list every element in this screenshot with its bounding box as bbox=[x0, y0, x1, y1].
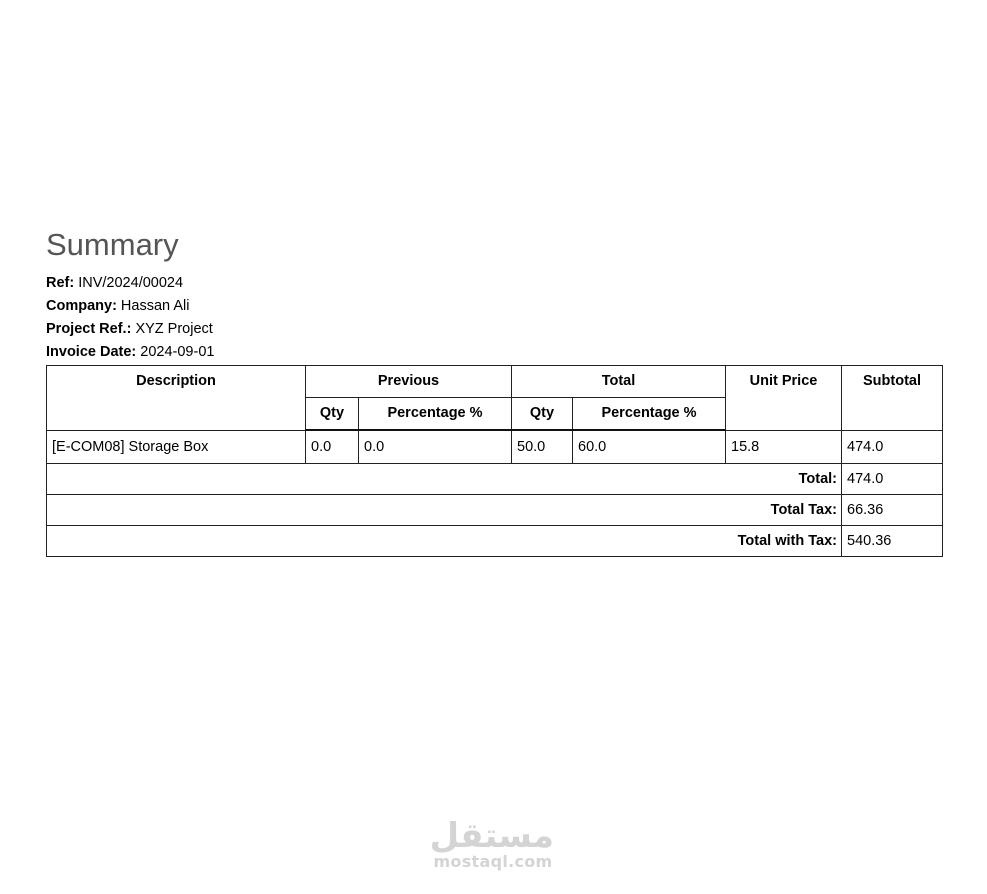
cell-subtotal: 474.0 bbox=[842, 430, 943, 464]
watermark-latin: mostaql.com bbox=[433, 852, 553, 871]
project-label: Project Ref.: bbox=[46, 321, 132, 337]
cell-total-qty: 50.0 bbox=[512, 430, 573, 464]
cell-total-percentage: 60.0 bbox=[573, 430, 726, 464]
header-unit-price: Unit Price bbox=[726, 366, 842, 431]
project-value: XYZ Project bbox=[131, 321, 213, 337]
ref-value: INV/2024/00024 bbox=[74, 275, 184, 291]
cell-description: [E-COM08] Storage Box bbox=[47, 430, 306, 464]
total-tax-row bbox=[47, 495, 943, 526]
invoice-date-label: Invoice Date: bbox=[46, 344, 137, 360]
total-label: Total: bbox=[47, 464, 842, 495]
total-row bbox=[47, 464, 943, 495]
table-row bbox=[47, 430, 943, 464]
header-previous: Previous bbox=[306, 366, 512, 398]
total-with-tax-value: 540.36 bbox=[842, 526, 943, 557]
header-total: Total bbox=[512, 366, 726, 398]
invoice-date-line bbox=[46, 341, 942, 364]
invoice-date-value: 2024-09-01 bbox=[136, 344, 215, 360]
header-previous-qty: Qty bbox=[306, 398, 359, 431]
company-line bbox=[46, 295, 942, 318]
ref-label: Ref: bbox=[46, 275, 75, 291]
mostaql-watermark bbox=[429, 816, 554, 871]
header-previous-percentage: Percentage % bbox=[359, 398, 512, 431]
project-line bbox=[46, 318, 942, 341]
ref-line bbox=[46, 272, 942, 295]
total-value: 474.0 bbox=[842, 464, 943, 495]
total-with-tax-label: Total with Tax: bbox=[47, 526, 842, 557]
page-title: Summary bbox=[46, 227, 179, 262]
company-value: Hassan Ali bbox=[116, 298, 190, 314]
company-label: Company: bbox=[46, 298, 117, 314]
total-tax-value: 66.36 bbox=[842, 495, 943, 526]
header-description: Description bbox=[47, 366, 306, 431]
cell-previous-qty: 0.0 bbox=[306, 430, 359, 464]
header-subtotal: Subtotal bbox=[842, 366, 943, 431]
header-total-percentage: Percentage % bbox=[573, 398, 726, 431]
header-total-qty: Qty bbox=[512, 398, 573, 431]
cell-previous-percentage: 0.0 bbox=[359, 430, 512, 464]
watermark-arabic: مستقل bbox=[429, 816, 554, 856]
cell-unit-price: 15.8 bbox=[726, 430, 842, 464]
invoice-summary bbox=[46, 226, 942, 557]
total-with-tax-row bbox=[47, 526, 943, 557]
total-tax-label: Total Tax: bbox=[47, 495, 842, 526]
invoice-lines-table bbox=[46, 365, 943, 557]
